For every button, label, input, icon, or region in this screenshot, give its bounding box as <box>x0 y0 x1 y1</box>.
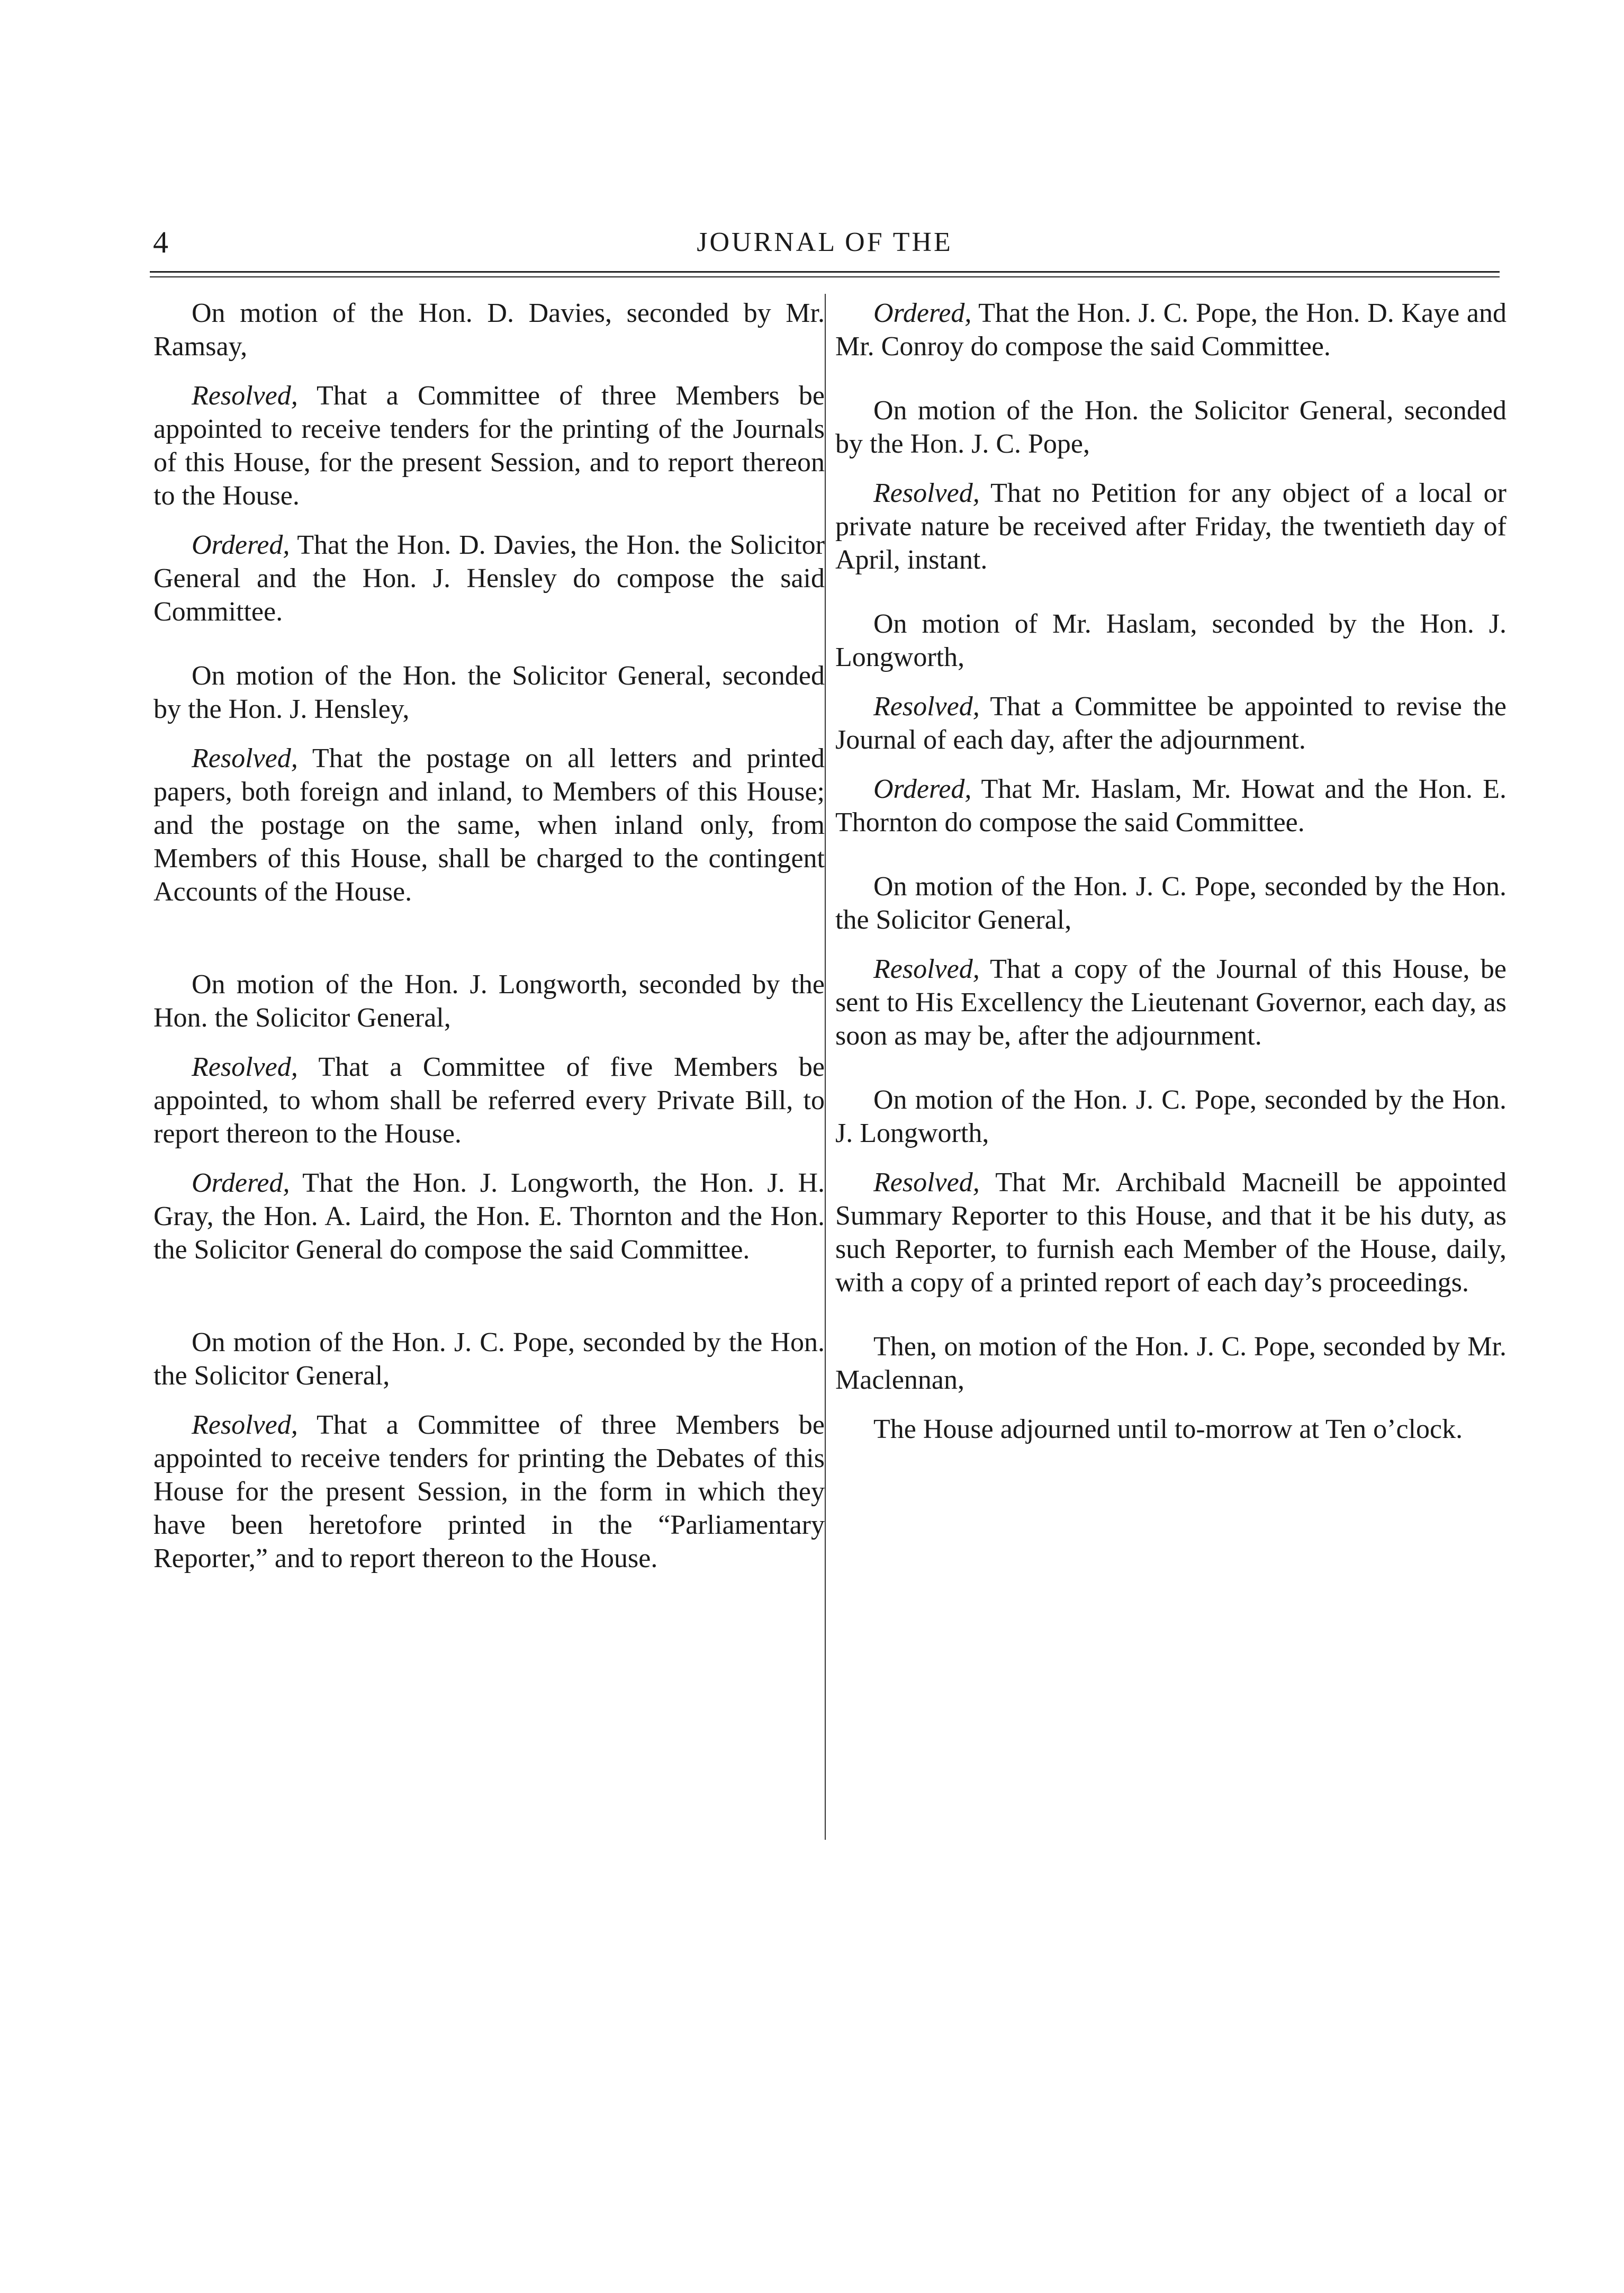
paragraph-text: On motion of the Hon. the Solicitor General, seconded by the Hon. J. Hensley, <box>154 661 825 724</box>
motion-paragraph <box>154 968 825 1035</box>
motion-paragraph <box>835 1083 1506 1150</box>
paragraph-lead: Ordered, <box>192 1168 290 1198</box>
column-divider <box>825 294 826 1840</box>
paragraph-text: That a copy of the Journal of this House, be sent to His Excellency the Lieutenant Governor, each day, as soon as may be, after the adjournment. <box>835 954 1506 1051</box>
paragraph-text: That a Committee of three Members be appointed to receive tenders for printing the Debates of this House for the present Session, in the form in which they have been heretofore printed in the “Parliamentary Reporter,” and to report thereon to the House. <box>154 1410 825 1573</box>
paragraph-text: On motion of the Hon. the Solicitor General, seconded by the Hon. J. C. Pope, <box>835 395 1506 459</box>
resolution-paragraph <box>835 1166 1506 1299</box>
paragraph-text: On motion of the Hon. J. C. Pope, seconded by the Hon. J. Longworth, <box>835 1085 1506 1148</box>
motion-paragraph <box>154 659 825 726</box>
order-paragraph <box>835 772 1506 839</box>
paragraph-text: That a Committee of five Members be appointed, to whom shall be referred every Private Bill, to report thereon to the House. <box>154 1052 825 1149</box>
paragraph-lead: Resolved, <box>192 743 298 774</box>
right-column <box>835 296 1506 1446</box>
paragraph-text: That a Committee be appointed to revise the Journal of each day, after the adjournment. <box>835 691 1506 755</box>
paragraph-text: The House adjourned until to-morrow at Ten o’clock. <box>873 1414 1463 1444</box>
paragraph-lead: Resolved, <box>873 478 980 508</box>
paragraph-lead: Ordered, <box>873 298 972 328</box>
resolution-paragraph <box>835 476 1506 577</box>
adjournment-paragraph <box>835 1413 1506 1446</box>
motion-paragraph <box>835 394 1506 461</box>
paragraph-text: On motion of the Hon. J. C. Pope, seconded by the Hon. the Solicitor General, <box>154 1327 825 1391</box>
paragraph-lead: Resolved, <box>192 1052 298 1082</box>
order-paragraph <box>154 528 825 628</box>
paragraph-text: On motion of the Hon. J. C. Pope, seconded by the Hon. the Solicitor General, <box>835 871 1506 935</box>
motion-paragraph <box>835 607 1506 674</box>
paragraph-lead: Resolved, <box>873 691 980 722</box>
paragraph-text: That Mr. Archibald Macneill be appointed Summary Reporter to this House, and that it be his duty, as such Reporter, to furnish each Member of the House, daily, with a copy of a printed report of each day’s proceedings. <box>835 1167 1506 1298</box>
paragraph-text: That no Petition for any object of a local or private nature be received after Friday, the twentieth day of April, instant. <box>835 478 1506 575</box>
page-header <box>150 221 1500 264</box>
paragraph-lead: Resolved, <box>873 1167 980 1198</box>
resolution-paragraph <box>154 379 825 512</box>
paragraph-lead: Ordered, <box>873 774 972 804</box>
paragraph-text: That the postage on all letters and printed papers, both foreign and inland, to Members of this House; and the postage on the same, when inland only, from Members of this House, shall be charged to the contingent Accounts of the House. <box>154 743 825 907</box>
paragraph-text: On motion of Mr. Haslam, seconded by the Hon. J. Longworth, <box>835 609 1506 672</box>
paragraph-lead: Resolved, <box>192 381 298 411</box>
motion-paragraph <box>154 296 825 363</box>
header-rule <box>150 271 1500 273</box>
paragraph-text: That the Hon. D. Davies, the Hon. the Solicitor General and the Hon. J. Hensley do compose the said Committee. <box>154 530 825 627</box>
paragraph-text: Then, on motion of the Hon. J. C. Pope, seconded by Mr. Maclennan, <box>835 1332 1506 1395</box>
resolution-paragraph <box>835 952 1506 1053</box>
paragraph-text: That Mr. Haslam, Mr. Howat and the Hon. E. Thornton do compose the said Committee. <box>835 774 1506 838</box>
paragraph-text: That the Hon. J. Longworth, the Hon. J. H. Gray, the Hon. A. Laird, the Hon. E. Thornton and the Hon. the Solicitor General do compose the said Committee. <box>154 1168 825 1265</box>
resolution-paragraph <box>154 1050 825 1150</box>
order-paragraph <box>154 1166 825 1266</box>
paragraph-text: On motion of the Hon. J. Longworth, seconded by the Hon. the Solicitor General, <box>154 969 825 1033</box>
motion-paragraph <box>835 1330 1506 1397</box>
paragraph-lead: Resolved, <box>873 954 980 984</box>
paragraph-text: That the Hon. J. C. Pope, the Hon. D. Kaye and Mr. Conroy do compose the said Committee. <box>835 298 1506 362</box>
running-title: JOURNAL OF THE <box>697 227 953 257</box>
left-column <box>154 296 825 1575</box>
paragraph-text: On motion of the Hon. D. Davies, seconded by Mr. Ramsay, <box>154 298 825 362</box>
header-rule-double <box>150 276 1500 277</box>
paragraph-text: That a Committee of three Members be appointed to receive tenders for the printing of the Journals of this House, for the present Session, and to report thereon to the House. <box>154 381 825 511</box>
motion-paragraph <box>835 870 1506 937</box>
paragraph-lead: Ordered, <box>192 530 290 560</box>
resolution-paragraph <box>154 742 825 909</box>
paragraph-lead: Resolved, <box>192 1410 298 1440</box>
resolution-paragraph <box>154 1408 825 1575</box>
resolution-paragraph <box>835 690 1506 757</box>
page-number: 4 <box>153 225 168 259</box>
order-paragraph <box>835 296 1506 363</box>
motion-paragraph <box>154 1326 825 1392</box>
